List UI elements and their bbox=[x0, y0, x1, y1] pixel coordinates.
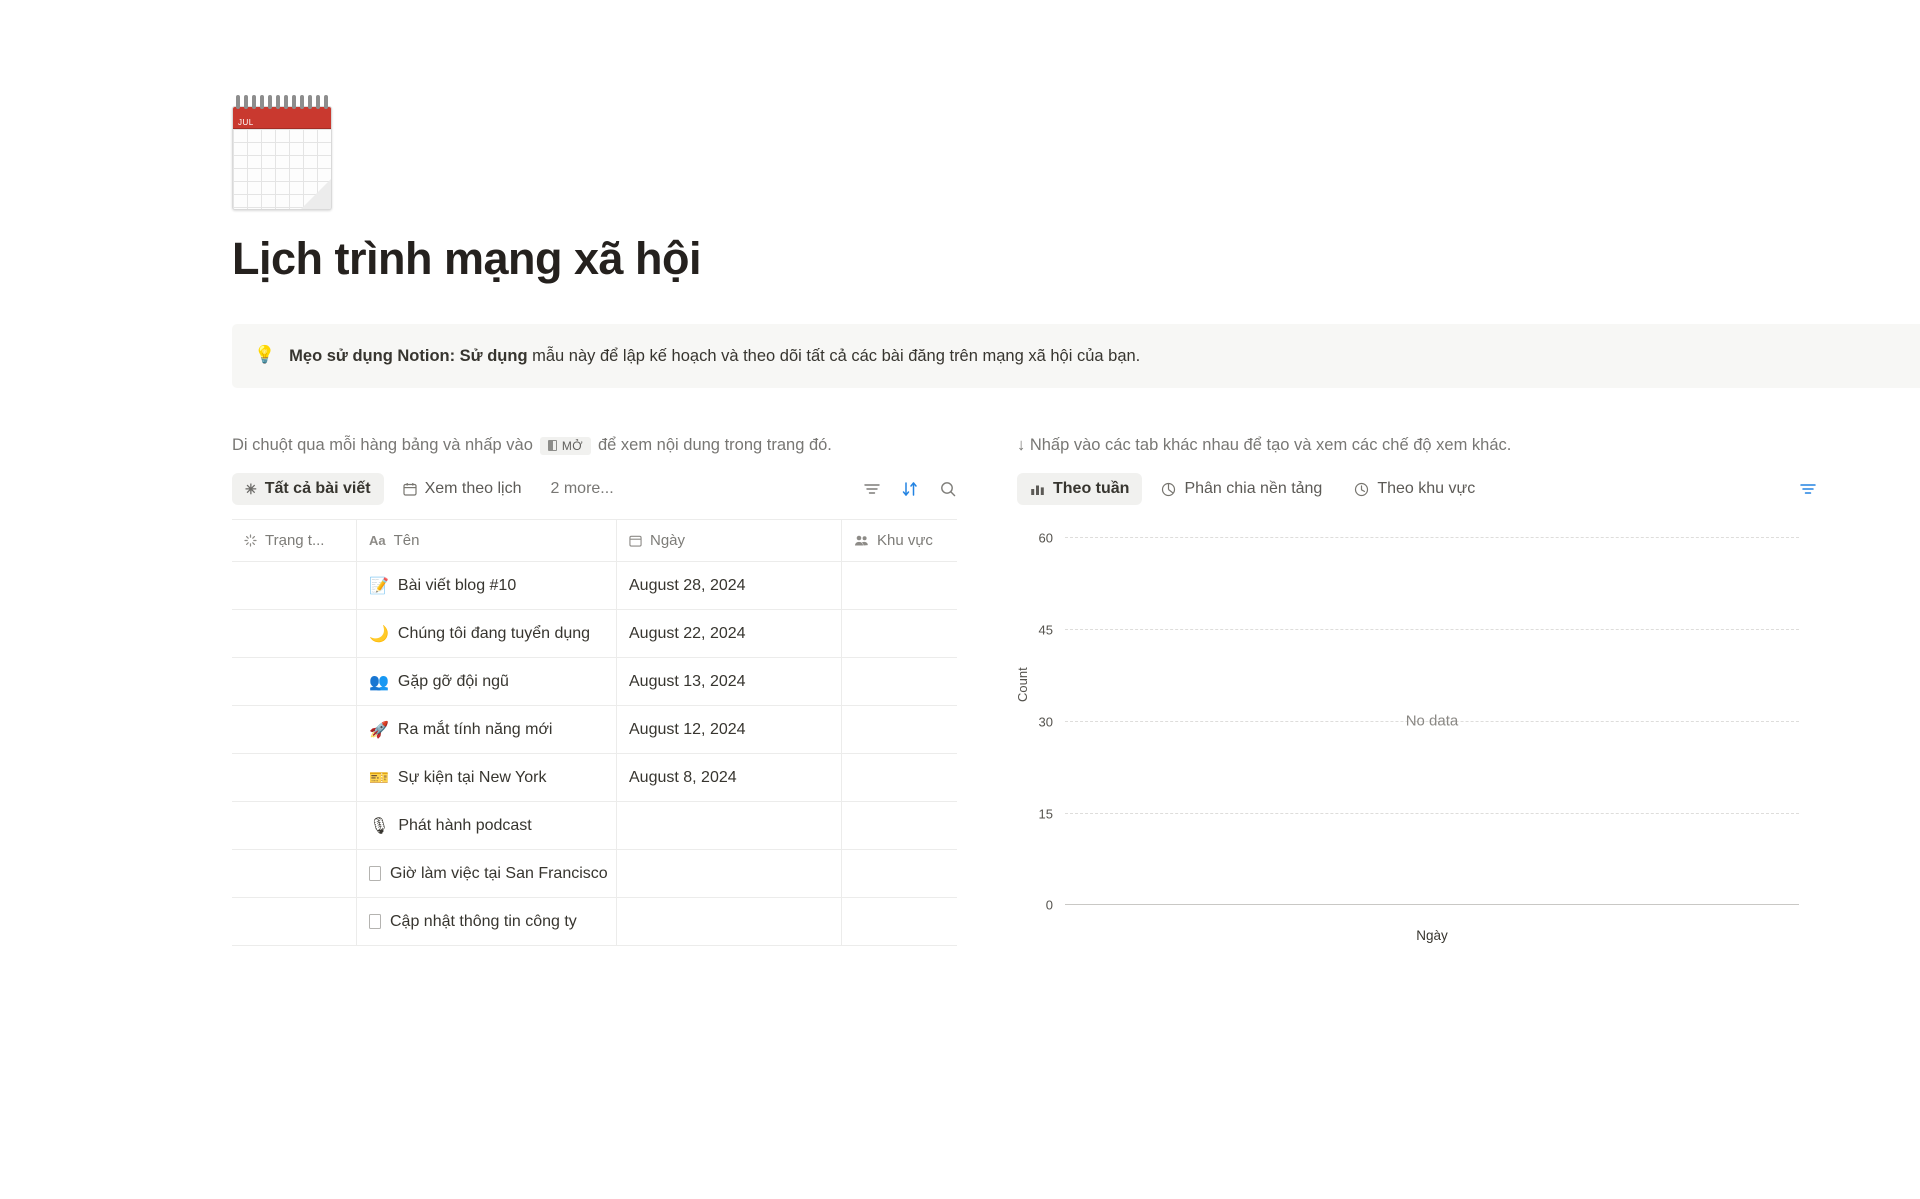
chart-view-tabs bbox=[1017, 473, 1817, 505]
tab-calendar-view-label: Xem theo lịch bbox=[424, 480, 522, 498]
left-column bbox=[232, 436, 957, 957]
cell-name[interactable] bbox=[357, 802, 617, 849]
chart-y-axis-label: Count bbox=[1015, 667, 1030, 703]
cell-status[interactable] bbox=[232, 706, 357, 753]
open-chip[interactable] bbox=[540, 437, 591, 455]
cell-name-label: Phát hành podcast bbox=[398, 816, 532, 834]
cell-date[interactable] bbox=[617, 850, 842, 897]
column-header-date[interactable] bbox=[617, 520, 842, 561]
row-emoji-icon: 🚀 bbox=[369, 721, 389, 739]
cell-date[interactable]: August 12, 2024 bbox=[617, 706, 842, 753]
callout-bold-text: Mẹo sử dụng Notion: Sử dụng bbox=[289, 346, 528, 365]
cell-status[interactable] bbox=[232, 898, 357, 945]
x-axis-line bbox=[1045, 897, 1799, 913]
bar-chart-icon bbox=[1030, 482, 1045, 496]
row-emoji-icon: 📝 bbox=[369, 577, 389, 595]
cell-name-label: Giờ làm việc tại San Francisco bbox=[390, 864, 608, 882]
cell-date[interactable]: August 13, 2024 bbox=[617, 658, 842, 705]
cell-name-label: Bài viết blog #10 bbox=[397, 576, 517, 594]
cell-area[interactable] bbox=[842, 850, 957, 897]
callout-text bbox=[289, 344, 1140, 369]
table-row[interactable] bbox=[232, 706, 957, 754]
tab-by-week[interactable] bbox=[1017, 473, 1142, 505]
lightbulb-icon: 💡 bbox=[254, 344, 276, 364]
chart-toolbar bbox=[1799, 480, 1817, 498]
chart-x-axis-label: Ngày bbox=[1416, 928, 1448, 944]
cell-date[interactable]: August 28, 2024 bbox=[617, 562, 842, 609]
calendar-month-label: JUL bbox=[238, 118, 254, 127]
table-toolbar bbox=[863, 480, 957, 498]
row-emoji-icon: 🌙 bbox=[369, 625, 389, 643]
database-view-tabs bbox=[232, 473, 957, 505]
cell-area[interactable] bbox=[842, 754, 957, 801]
tab-by-week-label: Theo tuần bbox=[1053, 480, 1130, 498]
cell-name[interactable] bbox=[357, 850, 617, 897]
status-icon bbox=[244, 534, 257, 547]
people-icon bbox=[854, 534, 869, 547]
tab-by-region-label: Theo khu vực bbox=[1377, 480, 1476, 498]
column-header-status-label: Trạng t... bbox=[265, 532, 325, 550]
column-header-status[interactable] bbox=[232, 520, 357, 561]
cell-status[interactable] bbox=[232, 850, 357, 897]
callout-rest-text: mẫu này để lập kế hoạch và theo dõi tất cả các bài đăng trên mạng xã hội của bạn. bbox=[527, 346, 1141, 365]
page-content bbox=[110, 0, 1810, 957]
column-header-name-label: Tên bbox=[393, 532, 420, 550]
cell-date[interactable] bbox=[617, 898, 842, 945]
cell-area[interactable] bbox=[842, 802, 957, 849]
date-icon bbox=[629, 534, 642, 547]
text-icon: Aa bbox=[369, 533, 386, 549]
cell-status[interactable] bbox=[232, 658, 357, 705]
table-row[interactable] bbox=[232, 658, 957, 706]
tip-callout bbox=[232, 324, 1920, 389]
column-header-area[interactable] bbox=[842, 520, 957, 561]
table-hint-before: Di chuột qua mỗi hàng bảng và nhấp vào bbox=[232, 436, 533, 455]
cell-name-label: Sự kiện tại New York bbox=[397, 768, 547, 786]
table-row[interactable] bbox=[232, 802, 957, 850]
column-header-date-label: Ngày bbox=[650, 532, 686, 550]
cell-name-label: Ra mắt tính năng mới bbox=[397, 720, 553, 738]
row-emoji-icon: 👥 bbox=[369, 673, 389, 691]
table-row[interactable] bbox=[232, 898, 957, 946]
table-row[interactable] bbox=[232, 610, 957, 658]
y-axis-tick: 60 bbox=[1038, 530, 1053, 546]
tab-all-posts[interactable] bbox=[232, 473, 384, 505]
cell-name[interactable] bbox=[357, 754, 617, 801]
cell-area[interactable] bbox=[842, 706, 957, 753]
y-axis-tick: 0 bbox=[1045, 897, 1053, 913]
posts-table bbox=[232, 519, 957, 946]
cell-status[interactable] bbox=[232, 802, 357, 849]
chart-card bbox=[1017, 527, 1817, 957]
chart-area bbox=[1017, 527, 1817, 957]
open-chip-label: MỞ bbox=[561, 438, 583, 453]
cell-area[interactable] bbox=[842, 610, 957, 657]
calendar-icon bbox=[403, 482, 417, 496]
clock-icon bbox=[1354, 482, 1369, 497]
pie-chart-icon bbox=[1161, 482, 1176, 497]
y-axis-tick: 30 bbox=[1038, 714, 1053, 730]
cell-name[interactable] bbox=[357, 706, 617, 753]
page-title: Lịch trình mạng xã hội bbox=[232, 233, 702, 284]
cell-date[interactable]: August 8, 2024 bbox=[617, 754, 842, 801]
chart-empty-message: No data bbox=[1405, 712, 1459, 730]
table-hint-after: để xem nội dung trong trang đó. bbox=[597, 436, 832, 455]
cell-area[interactable] bbox=[842, 562, 957, 609]
sort-icon[interactable] bbox=[901, 480, 919, 498]
gridline bbox=[1038, 806, 1799, 822]
cell-status[interactable] bbox=[232, 754, 357, 801]
search-icon[interactable] bbox=[939, 480, 957, 498]
table-row[interactable] bbox=[232, 850, 957, 898]
cell-date[interactable] bbox=[617, 802, 842, 849]
page-icon bbox=[369, 866, 381, 881]
page-icon bbox=[369, 914, 381, 929]
table-header-row bbox=[232, 520, 957, 562]
filter-icon[interactable] bbox=[863, 480, 881, 498]
table-row[interactable] bbox=[232, 754, 957, 802]
tab-all-posts-label: Tất cả bài viết bbox=[264, 480, 371, 498]
tab-platform-split-label: Phân chia nền tảng bbox=[1184, 480, 1323, 498]
gridline bbox=[1038, 622, 1799, 638]
cell-area[interactable] bbox=[842, 898, 957, 945]
row-emoji-icon: 🎙 bbox=[369, 817, 390, 835]
row-emoji-icon: 🎫 bbox=[369, 769, 389, 787]
tab-platform-split[interactable] bbox=[1148, 473, 1335, 505]
column-header-name[interactable] bbox=[357, 520, 617, 561]
more-views-link[interactable]: 2 more... bbox=[550, 480, 614, 498]
gridline bbox=[1038, 530, 1799, 546]
column-header-area-label: Khu vực bbox=[877, 532, 933, 550]
document-icon bbox=[548, 440, 557, 451]
y-axis-tick: 45 bbox=[1038, 622, 1053, 638]
page-icon-calendar[interactable] bbox=[232, 100, 336, 216]
chart-plot bbox=[1038, 530, 1799, 913]
cell-name[interactable] bbox=[357, 562, 617, 609]
filter-icon[interactable] bbox=[1799, 480, 1817, 498]
cell-date[interactable]: August 22, 2024 bbox=[617, 610, 842, 657]
asterisk-icon: ✳ bbox=[245, 480, 257, 497]
cell-name[interactable] bbox=[357, 610, 617, 657]
chart-hint: ↓ Nhấp vào các tab khác nhau để tạo và xem các chế độ xem khác. bbox=[1017, 436, 1512, 455]
tab-by-region[interactable] bbox=[1341, 473, 1488, 505]
cell-name[interactable] bbox=[357, 898, 617, 945]
table-hint bbox=[232, 436, 957, 455]
calendar-header-band bbox=[233, 107, 331, 129]
calendar-page-fold bbox=[301, 179, 331, 209]
cell-name-label: Cập nhật thông tin công ty bbox=[390, 912, 577, 930]
right-column bbox=[1017, 436, 1817, 957]
calendar-icon bbox=[232, 106, 332, 210]
cell-name-label: Chúng tôi đang tuyển dụng bbox=[397, 624, 591, 642]
cell-status[interactable] bbox=[232, 562, 357, 609]
cell-status[interactable] bbox=[232, 610, 357, 657]
two-column-layout bbox=[232, 436, 1810, 957]
cell-name-label: Gặp gỡ đội ngũ bbox=[397, 672, 509, 690]
table-row[interactable] bbox=[232, 562, 957, 610]
y-axis-tick: 15 bbox=[1038, 806, 1053, 822]
calendar-rings bbox=[236, 95, 328, 109]
tab-calendar-view[interactable] bbox=[390, 473, 535, 505]
cell-name[interactable] bbox=[357, 658, 617, 705]
cell-area[interactable] bbox=[842, 658, 957, 705]
